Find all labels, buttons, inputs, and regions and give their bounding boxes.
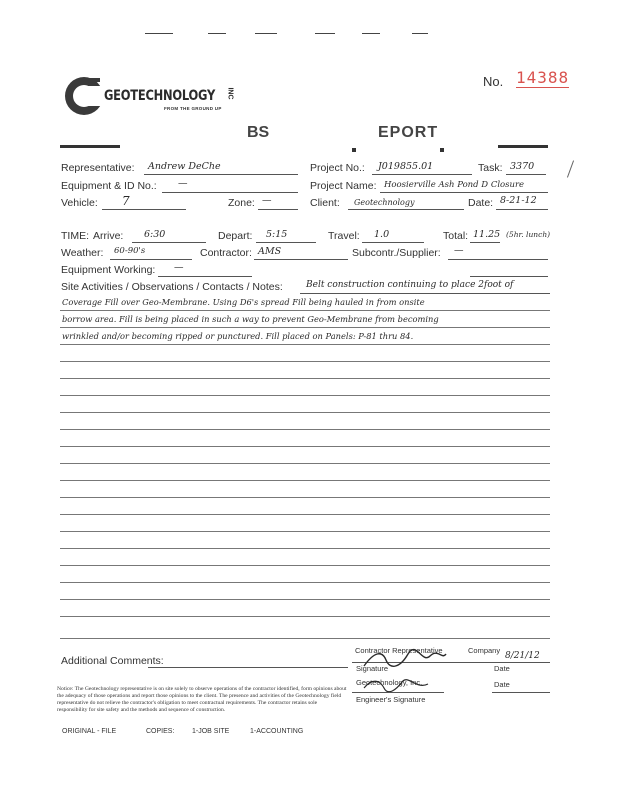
notes-ruled-line (60, 327, 550, 328)
original-file-label: ORIGINAL - FILE (62, 728, 117, 735)
report-number-label: No. (483, 74, 504, 89)
date-label-1: Date (494, 664, 510, 673)
date-value: 8-21-12 (500, 195, 537, 206)
notes-ruled-line (60, 378, 550, 379)
task-value: 3370 (510, 161, 535, 172)
zone-value: — (262, 195, 272, 206)
notes-ruled-line (60, 616, 550, 617)
task-line (506, 174, 546, 175)
arrive-value: 6:30 (144, 229, 166, 240)
engineer-sig-label: Engineer's Signature (356, 695, 426, 704)
contractor-sig-date: 8/21/12 (505, 651, 540, 661)
contractor-rep-label: Contractor Representative (355, 646, 443, 655)
contractor-value: AMS (258, 246, 282, 257)
company-logo (62, 74, 242, 118)
disclaimer-text: Notice: The Geotechnology representative is on site solely to observe operations of the contractor identified, form opinions about the adequacy of those operations and report those opinions to the client. The presence and activities of the Geotechnology field representative do not relieve the contractor's obligation to meet contractual requirements. The contractor retains sole responsibility for site safety and the methods and sequence of construction. (57, 686, 347, 713)
equipment-line (162, 192, 298, 193)
notes-line-4: wrinkled and/or becoming ripped or punctured. Fill placed on Panels: P-81 thru 84. (62, 331, 414, 341)
notes-line-2: Coverage Fill over Geo-Membrane. Using D6's spread Fill being hauled in from onsite (62, 297, 425, 307)
notes-ruled-line (60, 310, 550, 311)
weather-label: Weather: (61, 247, 104, 259)
notes-ruled-line (60, 548, 550, 549)
company-name: GEOTECHNOLOGY (104, 88, 216, 104)
notes-line-3: borrow area. Fill is being placed in such a way to prevent Geo-Membrane from becoming (62, 314, 439, 324)
vehicle-line (102, 209, 186, 210)
report-number: 14388 (516, 68, 570, 87)
subcontr-line (448, 259, 548, 260)
notes-ruled-line (60, 531, 550, 532)
company-tagline: FROM THE GROUND UP (164, 106, 222, 111)
project-no-label: Project No.: (310, 162, 365, 174)
title-tick (352, 148, 356, 152)
project-name-value: Hoosierville Ash Pond D Closure (384, 180, 525, 190)
depart-line (256, 242, 316, 243)
scan-mark (567, 160, 574, 177)
depart-label: Depart: (218, 230, 253, 242)
date-line (496, 209, 548, 210)
zone-line (258, 209, 298, 210)
report-title-left: BS (247, 124, 270, 141)
geotech-label: Geotechnology, Inc. (356, 678, 423, 687)
notes-ruled-line (60, 565, 550, 566)
contractor-line (254, 259, 348, 260)
subcontr-value: — (454, 245, 464, 256)
notes-first-line (300, 293, 550, 294)
copy-accounting: 1-ACCOUNTING (250, 728, 304, 735)
contractor-label: Contractor: (200, 247, 252, 259)
project-name-label: Project Name: (310, 180, 377, 192)
scan-artifact-dash (315, 33, 335, 34)
notes-ruled-line (60, 446, 550, 447)
time-label: TIME: (61, 230, 89, 242)
project-no-value: J019855.01 (378, 161, 434, 172)
title-tick (440, 148, 444, 152)
total-line (470, 242, 500, 243)
equipment-working-line (158, 276, 252, 277)
notes-line-1: Belt construction continuing to place 2foot of (306, 280, 514, 290)
arrive-label: Arrive: (93, 230, 124, 242)
additional-comments-line (148, 667, 348, 668)
notes-ruled-line (60, 480, 550, 481)
task-label: Task: (478, 162, 503, 174)
notes-ruled-line (60, 361, 550, 362)
scan-artifact-dash (412, 33, 428, 34)
scan-artifact-dash (362, 33, 380, 34)
representative-value: Andrew DeChe (148, 161, 221, 172)
company-label: Company (468, 646, 501, 655)
zone-label: Zone: (228, 197, 255, 209)
signature-label: Signature (356, 664, 389, 673)
travel-line (362, 242, 424, 243)
vehicle-value: 7 (122, 194, 130, 208)
notes-ruled-line (60, 463, 550, 464)
geotech-sig-line (352, 692, 444, 693)
notes-ruled-line (60, 395, 550, 396)
scan-artifact-dash (145, 33, 173, 34)
representative-label: Representative: (61, 162, 135, 174)
notes-ruled-line (60, 599, 550, 600)
vehicle-label: Vehicle: (61, 197, 98, 209)
arrive-line (132, 242, 206, 243)
subcontr-label: Subcontr./Supplier: (352, 247, 441, 259)
copies-label: COPIES: (146, 728, 175, 735)
date-label-2: Date (494, 680, 510, 689)
project-name-line (380, 192, 548, 193)
company-suffix: INC (226, 87, 234, 100)
weather-line (110, 259, 192, 260)
title-bar-left (60, 145, 120, 148)
copy-job-site: 1-JOB SITE (192, 728, 230, 735)
equipment-working-value: — (174, 262, 184, 273)
client-value: Geotechnology (354, 198, 415, 207)
equipment-value: — (178, 178, 188, 189)
client-line (348, 209, 464, 210)
date-label: Date: (468, 197, 494, 209)
travel-label: Travel: (328, 230, 360, 242)
geotech-date-line (492, 692, 550, 693)
notes-ruled-line (60, 344, 550, 345)
total-note: (5hr. lunch) (506, 230, 551, 239)
total-value: 11.25 (473, 229, 501, 240)
scan-artifact-dash (208, 33, 226, 34)
depart-value: 5:15 (266, 229, 288, 240)
report-title-right: EPORT (378, 124, 439, 141)
notes-ruled-line (60, 497, 550, 498)
title-bar-right (498, 145, 548, 148)
equipment-working-line-2 (470, 276, 548, 277)
client-label: Client: (310, 197, 340, 209)
total-label: Total: (443, 230, 469, 242)
notes-ruled-line (60, 412, 550, 413)
logo-mark-icon (62, 74, 106, 118)
notes-ruled-line (60, 429, 550, 430)
scan-artifact-dash (255, 33, 277, 34)
project-no-line (372, 174, 472, 175)
notes-ruled-line (60, 638, 550, 639)
representative-line (144, 174, 298, 175)
notes-ruled-line (60, 582, 550, 583)
notes-label: Site Activities / Observations / Contacts / Notes: (61, 281, 283, 293)
additional-comments-label: Additional Comments: (61, 655, 164, 667)
notes-ruled-line (60, 514, 550, 515)
equipment-working-label: Equipment Working: (61, 264, 156, 276)
travel-value: 1.0 (374, 229, 390, 240)
weather-value: 60-90's (114, 246, 146, 256)
equipment-label: Equipment & ID No.: (61, 180, 157, 192)
